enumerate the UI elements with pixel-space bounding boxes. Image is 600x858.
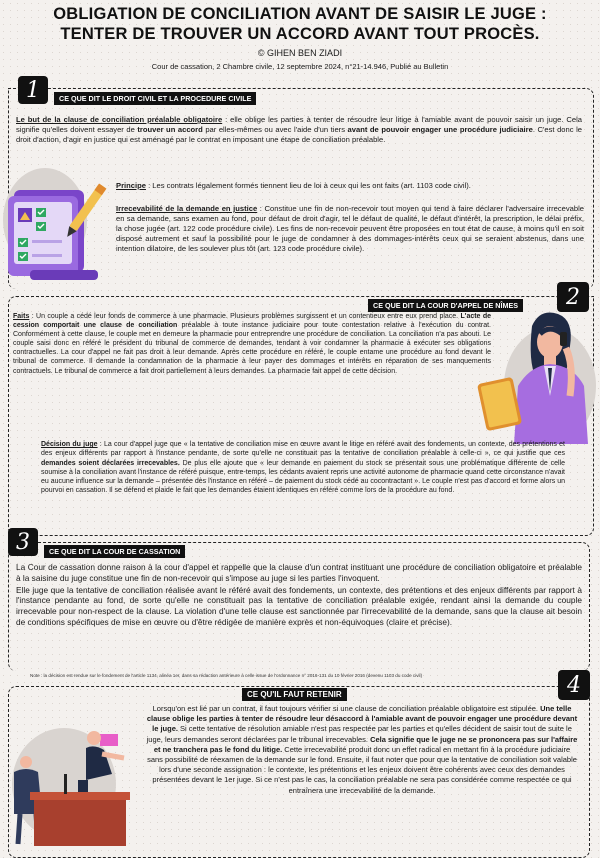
section-3-number: 3 [8, 528, 38, 556]
purpose-text-e: . C'est donc le droit d'action, d'agir en justice qui est aménagé par le contrat en imposant une étape de conciliation préalable. [16, 125, 582, 144]
decision-text-b: demandes soient déclarées irrecevables. [41, 459, 180, 467]
section-2-number: 2 [557, 282, 589, 312]
purpose-text-d: avant de pouvoir engager une procédure judiciaire [347, 125, 533, 134]
purpose-text-a: : elle oblige les parties à tenter de résoudre leur litige à l'amiable avant de pouvoir saisir un juge. Cela signifie qu'elles doivent essayer de [16, 115, 582, 134]
section-3-note: Note : la décision est rendue sur le fondement de l'article 1134, alinéa 1er, dans sa rédaction antérieure à celle issue de l'ordonnance n° 2016-131 du 10 février 2016 (devenu 1103 du code civil) [30, 673, 423, 678]
purpose-text-b: trouver un accord [137, 125, 203, 134]
inadmissibility-title: Irrecevabilité de la demande en justice [116, 204, 258, 213]
decision-text-c: De plus elle ajoute que « leur demande en paiement du stock se présentait sous une problématique différente de celle soumise à la conciliation avant l'instance de référé puisque, entre-temps, les cédants avaient repris une activité autonome de pharmacie quand cette circonstance n'avait eu aucune influence sur la demande – présentée dès l'instance en référé – de paiement du stock cédé au cocontractant ». Le couple n'est pas d'accord et forme alors un pourvoi en cassation. Il se défend et plaide le fait que les demandes étaient identiques en référé comme lors de la procédure au fond. [41, 459, 566, 495]
section-4-text [146, 704, 578, 796]
decision-text-a: : La cour d'appel juge que « la tentative de conciliation mise en œuvre avant le litige en référé avait des fondements, un contexte, des prétentions et des enjeux différents par rapport à l'instance pendante, de sorte qu'elle ne constituait pas la tentative de conciliation préalable à celle-ci », ce qui justifie que ces [41, 441, 565, 458]
section-2-label: CE QUE DIT LA COUR D'APPEL DE NÎMES [368, 299, 523, 312]
facts-text-c: préalable à toute instance judiciaire pour toute contestation relative à l'exécution du contrat. Conformément à cette clause, le couple met en demeure la pharmacie pour entreprendre une procédure de conciliation. La conciliation n'a pas abouti. Le couple saisi donc en référé le président du tribunal de commerce de demandes, tendant à voir condamner la pharmacie à exécuter ses obligations contractuelles. La cour d'appel ne fait pas droit à leur demande. Après cette procédure en référé, le couple entame une procédure au fond devant le tribunal de commerce. Il demande la condamnation de la pharmacie à leur payer des dommages et intérêts en réparation de ses manquements contractuels. Le tribunal de commerce a fait droit partiellement à leurs demandes. La pharmacie fait appel de cette décision. [13, 322, 491, 375]
facts-title: Faits [13, 313, 30, 320]
purpose-text-c: par elles-mêmes ou avec l'aide d'un tiers [202, 125, 348, 134]
section-1-purpose [16, 115, 582, 145]
section-1-principle [116, 181, 584, 191]
principle-title: Principe [116, 181, 146, 190]
contract-checklist-illustration [0, 160, 112, 285]
takeaway-text-e: Cette irrecevabilité produit donc un effet radical en mettant fin à la procédure judiciaire sans possibilité de réexamen de la demande sur le fond. Ensuite, il faut noter que pour que la tentative de conciliation soit valable lors d'une seconde assignation : le contexte, les prétentions et les enjeux doivent être cohérents avec ceux des demandes présentées devant le 1er juge. Si ce n'est pas le cas, la conciliation préalable ne sera pas considérée comme respectée ce qui entraînera une irrecevabilité de la demande. [147, 744, 577, 795]
section-2-decision [41, 440, 565, 496]
woman-on-phone-illustration [470, 306, 598, 446]
section-1-inadmissibility [116, 204, 584, 254]
section-1-label: CE QUE DIT LE DROIT CIVIL ET LA PROCEDURE CIVILE [54, 92, 256, 105]
takeaway-text-d: Cela signifie que le juge ne se prononcera pas sur l'affaire et ne tranchera pas le fond du litige. [153, 734, 578, 754]
section-2-facts [13, 312, 491, 376]
section-4-number: 4 [558, 670, 590, 700]
inadmissibility-text: : Constitue une fin de non-recevoir tout moyen qui tend à faire déclarer l'adversaire irrecevable en sa demande, sans examen au fond, pour défaut de droit d'agir, tel le défaut de qualité, le défaut d'intérêt, la prescription, le délai préfix, la chose jugée (art. 122 code procédure civile). Les fins de non-recevoir peuvent être proposées en tout état de cause, à moins qu'il en soit disposé autrement et sauf la possibilité pour le juge de condamner à des dommages-intérêts ceux qui se seraient abstenus, dans une intention dilatoire, de les soulever plus tôt (art. 123 code procédure civile). [116, 204, 585, 253]
takeaway-text-b: Une telle clause oblige les parties à tenter de résoudre leur désaccord à l'amiable avant de pouvoir engager une procédure devant le juge. [146, 704, 578, 734]
takeaway-text-a: Lorsqu'on est lié par un contrat, il faut toujours vérifier si une clause de conciliation préalable obligatoire est stipulée. [152, 704, 541, 713]
facts-text-a: : Un couple a cédé leur fonds de commerce à une pharmacie. Plusieurs problèmes surgissent et un contentieux entre eux prend place. [29, 313, 461, 320]
author: © GIHEN BEN ZIADI [257, 48, 343, 58]
section-4-label: CE QU'IL FAUT RETENIR [242, 688, 347, 701]
speaker-at-podium-illustration [2, 714, 142, 848]
decision-title: Décision du juge [41, 441, 98, 448]
section-3-text [16, 562, 582, 629]
case-reference: Cour de cassation, 2 Chambre civile, 12 septembre 2024, n°21-14.946, Publié au Bulletin [151, 62, 449, 71]
facts-text-b: L'acte de cession comportait une clause de conciliation [13, 313, 491, 330]
section-1-number: 1 [18, 76, 48, 104]
cassation-paragraph-2: Elle juge que la tentative de conciliation réalisée avant le référé avait des fondements, un contexte, des prétentions et des enjeux différents par rapport à l'instance pendante au fond, de sorte qu'elle ne constituait pas la tentative de conciliation préalable exigée, rendant ainsi la demande du couple irrecevable pour non-respect de la clause. La violation d'une telle clause est sanctionnée par l'irrecevabilité de la demande, sans que la clause ait besoin de conditions spécifiques de mise en œuvre ou d'être rédigée de manière exprès et non-équivoques (claire et précise). [16, 584, 582, 627]
takeaway-text-c: Si cette tentative de résolution amiable n'est pas respectée par les parties et qu'elles décident de saisir tout de suite le juge, leurs demandes seront déclarées par le tribunal irrecevables. [146, 724, 572, 744]
cassation-paragraph-1: La Cour de cassation donne raison à la cour d'appel et rappelle que la clause d'un contrat instituant une procédure de conciliation obligatoire et préalable à la saisine du juge constitue une fin de non-recevoir qui s'impose au juge si les parties l'invoquent. [16, 562, 582, 583]
purpose-title: Le but de la clause de conciliation préalable obligatoire [16, 115, 223, 124]
page-title [0, 4, 600, 44]
title-line-2: TENTER DE TROUVER UN ACCORD AVANT TOUT PROCÈS. [60, 25, 540, 43]
title-line-1: OBLIGATION DE CONCILIATION AVANT DE SAISIR LE JUGE : [53, 5, 547, 23]
section-3-label: CE QUE DIT LA COUR DE CASSATION [44, 545, 185, 558]
principle-text: : Les contrats légalement formés tiennent lieu de loi à ceux qui les ont faits (art. 1103 code civil). [145, 181, 471, 190]
